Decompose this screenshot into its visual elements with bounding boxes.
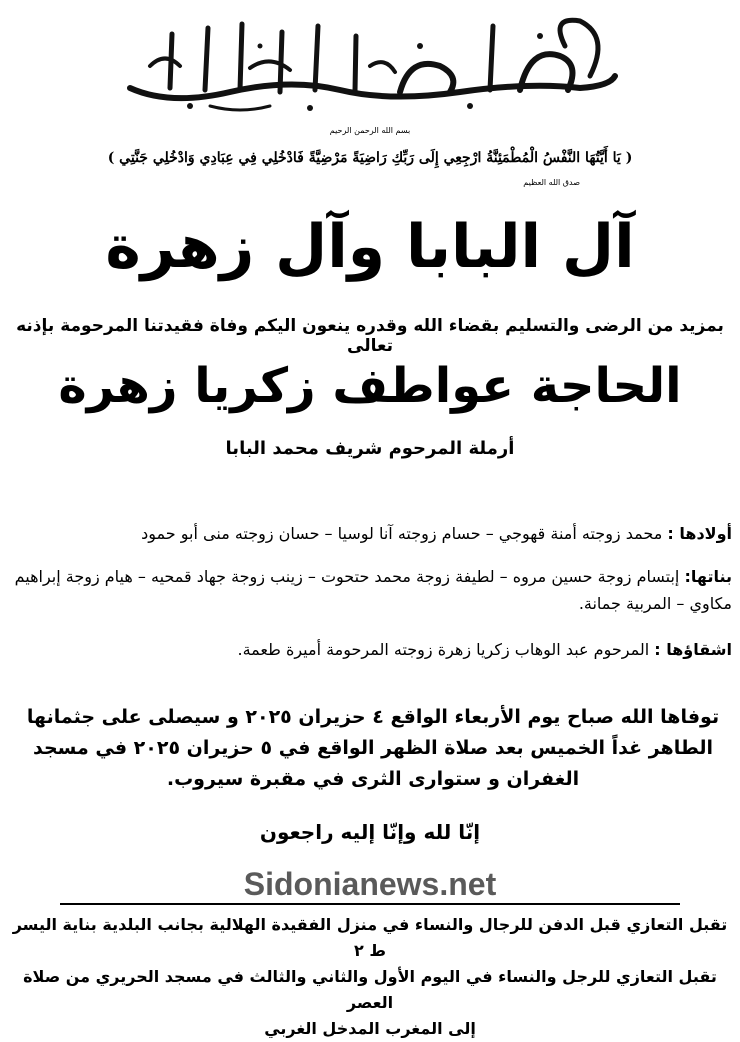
sons-label: أولادها : [667, 524, 732, 543]
daughters-label: بناتها: [684, 567, 732, 586]
condolences-line-1: تقبل التعازي قبل الدفن للرجال والنساء في منزل الفقيدة الهلالية بجانب البلدية بناية اليسر ط ٢ [12, 915, 728, 960]
sadaq-line: صدق الله العظيم [523, 178, 580, 187]
basmala: بسم الله الرحمن الرحيم [329, 126, 411, 135]
condolences-block [10, 912, 730, 1042]
daughters-line [8, 563, 732, 617]
siblings-label: اشقاؤها : [654, 640, 732, 659]
deceased-name: الحاجة عواطف زكريا زهرة [58, 358, 682, 414]
siblings-names: المرحوم عبد الوهاب زكريا زهرة زوجته المرحومة أميرة طعمة. [237, 640, 650, 659]
widow-of-line: أرملة المرحوم شريف محمد البابا [225, 438, 515, 459]
site-watermark: Sidonianews.net [243, 866, 497, 902]
intro-text: بمزيد من الرضى والتسليم بقضاء الله وقدره ينعون اليكم وفاة فقيدتنا المرحومة بإذنه تعالى [16, 316, 724, 356]
quran-verse: ( يَا أَيَّتُهَا النَّفْسُ الْمُطْمَئِنَّةُ ارْجِعِي إِلَى رَبِّكِ رَاضِيَةً مَرْضِيَّةً فَادْخُلِي فِي عِبَادِي وَادْخُلِي جَنَّتِي ) [107, 150, 633, 166]
siblings-line [8, 636, 732, 663]
divider-rule [60, 903, 680, 905]
families-heading: آل البابا وآل زهرة [105, 212, 635, 282]
funeral-notice: توفاها الله صباح يوم الأربعاء الواقع ٤ حزيران ٢٠٢٥ و سيصلى على جثمانها الطاهر غداً الخميس بعد صلاة الظهر الواقع في ٥ حزيران ٢٠٢٥ في مسجد الغفران و ستوارى الثرى في مقبرة سيروب. [26, 706, 720, 790]
inna-lillah: إنّا لله وإنّا إليه راجعون [259, 820, 481, 844]
sons-names: محمد زوجته أمنة قهوجي – حسام زوجته آنا لوسيا – حسان زوجته منى أبو حمود [141, 524, 663, 543]
calligraphy-title-image [0, 6, 740, 116]
condolences-line-3: إلى المغرب المدخل الغربي [264, 1019, 476, 1038]
condolences-line-2: تقبل التعازي للرجل والنساء في اليوم الأول والثاني والثالث في مسجد الحريري من صلاة العصر [23, 967, 717, 1012]
sons-line [8, 520, 732, 547]
daughters-names: إبتسام زوجة حسين مروه – لطيفة زوجة محمد حتحوت – زينب زوجة جهاد قمحيه – هيام زوجة إبراهيم مكاوي – المربية جمانة. [14, 567, 732, 613]
